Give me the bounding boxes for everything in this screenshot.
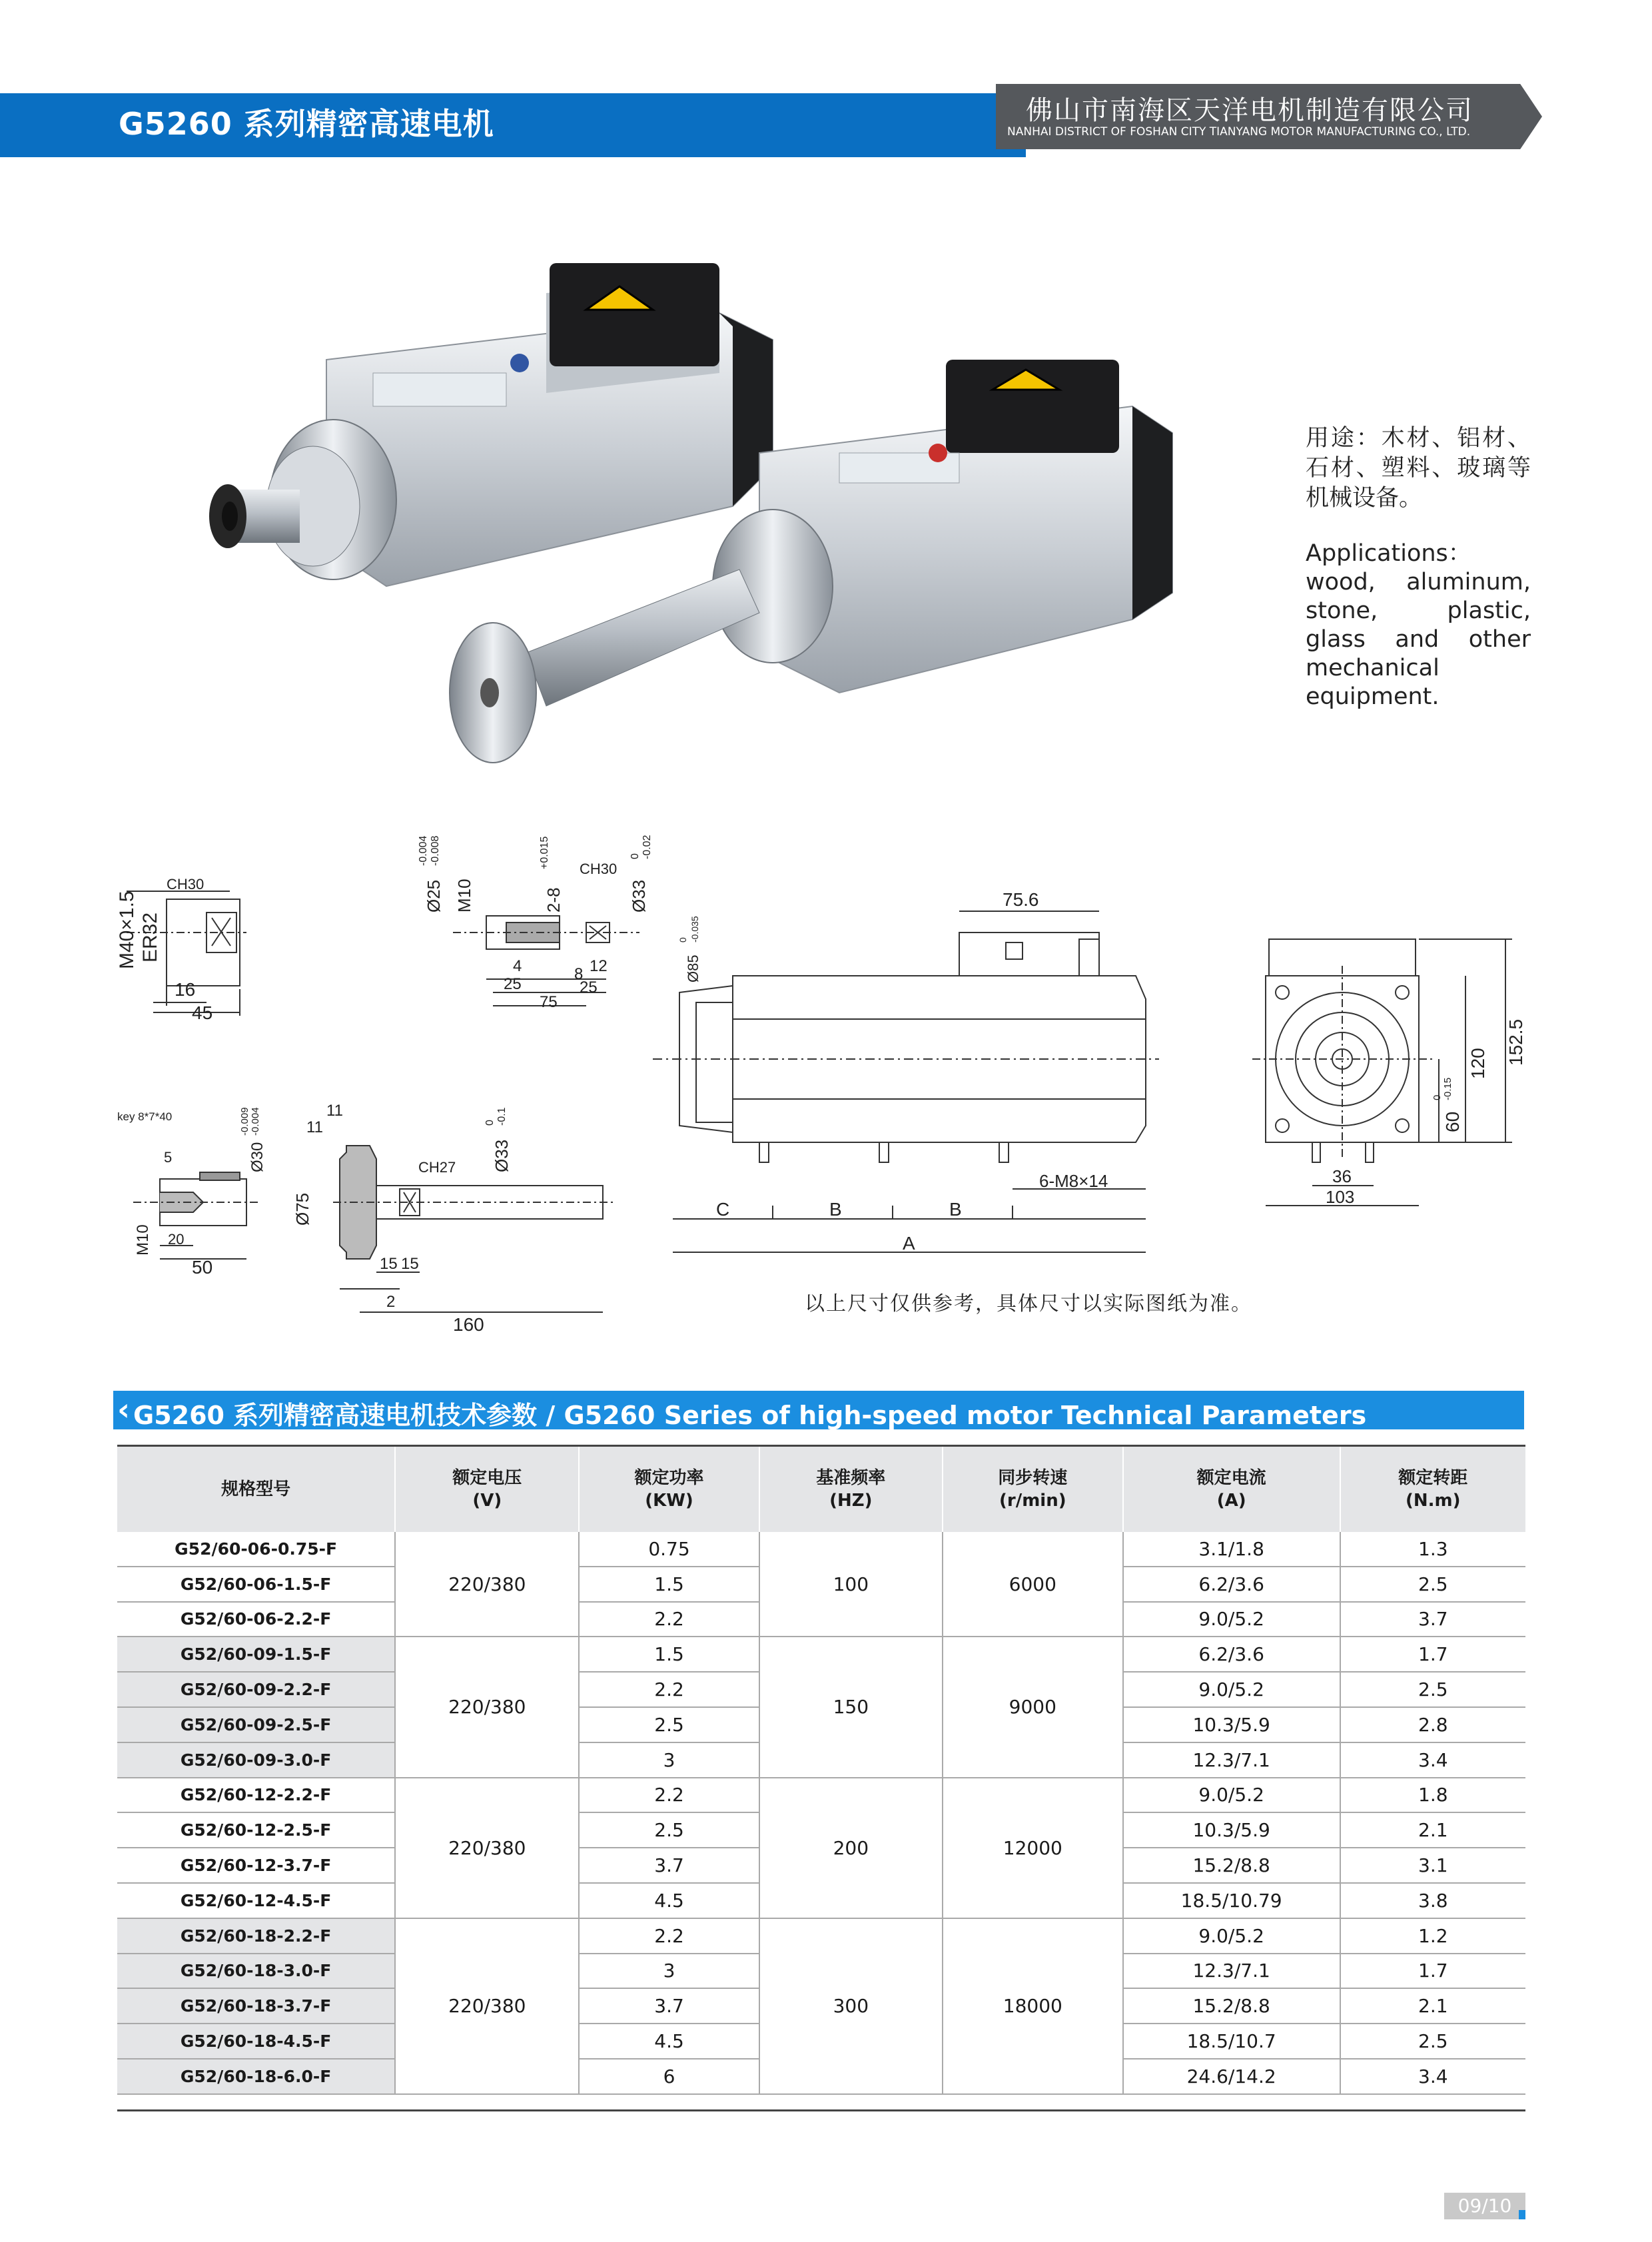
col-header-current: 额定电流 (A) bbox=[1123, 1447, 1340, 1532]
applications-cn: 用途：木材、铝材、石材、塑料、玻璃等机械设备。 bbox=[1306, 425, 1531, 512]
col-header-speed: 同步转速 (r/min) bbox=[943, 1447, 1123, 1532]
flange-dia33: Ø33 bbox=[492, 1139, 512, 1172]
front-dim-60: 60 bbox=[1442, 1111, 1463, 1132]
shaft-m: M10 bbox=[134, 1224, 152, 1256]
cell-current: 12.3/7.1 bbox=[1123, 1742, 1340, 1778]
side-holes: 6-M8×14 bbox=[1039, 1171, 1108, 1191]
page-title: G5260 系列精密高速电机 bbox=[119, 106, 494, 142]
cell-voltage: 220/380 bbox=[395, 1918, 579, 2094]
side-dim-b2: B bbox=[949, 1199, 962, 1220]
cell-power: 2.2 bbox=[579, 1672, 759, 1707]
cell-frequency: 150 bbox=[759, 1637, 943, 1777]
flange-dia75: Ø75 bbox=[292, 1192, 312, 1226]
cell-speed: 6000 bbox=[943, 1532, 1123, 1637]
cell-model: G52/60-18-3.7-F bbox=[117, 1988, 395, 2024]
page-number: 09/10 bbox=[1444, 2193, 1525, 2219]
cell-speed: 12000 bbox=[943, 1778, 1123, 1918]
collet-ch: CH30 bbox=[167, 876, 205, 893]
junction-box bbox=[550, 263, 719, 366]
col-header-frequency: 基准频率 (HZ) bbox=[759, 1447, 943, 1532]
cell-current: 24.6/14.2 bbox=[1123, 2059, 1340, 2094]
parameters-table bbox=[117, 1447, 1525, 2095]
cell-power: 1.5 bbox=[579, 1567, 759, 1602]
collet-thread: M40×1.5 bbox=[116, 891, 138, 969]
adapter-fit-tol: +0.015 bbox=[539, 836, 550, 869]
cell-current: 15.2/8.8 bbox=[1123, 1988, 1340, 2024]
cell-model: G52/60-09-2.2-F bbox=[117, 1672, 395, 1707]
cell-power: 2.2 bbox=[579, 1778, 759, 1813]
adapter-m: M10 bbox=[454, 879, 474, 913]
flange-ch: CH27 bbox=[418, 1159, 456, 1176]
adapter-tol-bot: -0.008 bbox=[430, 835, 441, 866]
section-title: G5260 系列精密高速电机技术参数 / G5260 Series of high-speed motor Technical Parameters bbox=[133, 1401, 1367, 1430]
cell-power: 3.7 bbox=[579, 1988, 759, 2024]
adapter-dim-75: 75 bbox=[540, 993, 558, 1011]
cell-power: 2.2 bbox=[579, 1602, 759, 1637]
col-header-torque: 额定转距 (N.m) bbox=[1340, 1447, 1525, 1532]
cell-model: G52/60-12-2.5-F bbox=[117, 1812, 395, 1848]
adapter-dia: Ø25 bbox=[424, 879, 444, 913]
flange-tol-bot: -0.1 bbox=[496, 1107, 508, 1126]
cell-voltage: 220/380 bbox=[395, 1637, 579, 1777]
col-header-power: 额定功率 (KW) bbox=[579, 1447, 759, 1532]
side-dia85: Ø85 bbox=[685, 954, 701, 982]
front-tol-top: 0 bbox=[1432, 1094, 1443, 1100]
cell-power: 4.5 bbox=[579, 1883, 759, 1918]
side-dim-756: 75.6 bbox=[1003, 889, 1039, 910]
cell-torque: 1.3 bbox=[1340, 1532, 1525, 1567]
cell-power: 1.5 bbox=[579, 1637, 759, 1672]
cell-frequency: 100 bbox=[759, 1532, 943, 1637]
dimension-note: 以上尺寸仅供参考，具体尺寸以实际图纸为准。 bbox=[805, 1292, 1252, 1315]
cell-current: 9.0/5.2 bbox=[1123, 1918, 1340, 1954]
adapter-dim-8: 8 bbox=[574, 965, 584, 983]
company-name-cn: 佛山市南海区天洋电机制造有限公司 bbox=[1026, 95, 1473, 126]
motor-image-collet bbox=[209, 263, 773, 586]
front-tol-bot: -0.15 bbox=[1442, 1077, 1453, 1100]
cell-model: G52/60-06-1.5-F bbox=[117, 1567, 395, 1602]
cell-current: 10.3/5.9 bbox=[1123, 1812, 1340, 1848]
cell-current: 3.1/1.8 bbox=[1123, 1532, 1340, 1567]
cell-model: G52/60-12-4.5-F bbox=[117, 1883, 395, 1918]
shaft-dim-50: 50 bbox=[192, 1257, 213, 1278]
adapter-dim-25a: 25 bbox=[504, 975, 522, 993]
cell-torque: 1.7 bbox=[1340, 1637, 1525, 1672]
chevron-left-icon: ‹ bbox=[117, 1391, 130, 1427]
cell-voltage: 220/380 bbox=[395, 1532, 579, 1637]
flange-dim-15a: 15 bbox=[380, 1255, 398, 1273]
cell-voltage: 220/380 bbox=[395, 1778, 579, 1918]
cell-power: 2.5 bbox=[579, 1707, 759, 1742]
cell-model: G52/60-06-0.75-F bbox=[117, 1532, 395, 1567]
cell-torque: 2.5 bbox=[1340, 1567, 1525, 1602]
col-header-model: 规格型号 bbox=[117, 1447, 395, 1532]
cell-frequency: 200 bbox=[759, 1778, 943, 1918]
cell-current: 6.2/3.6 bbox=[1123, 1567, 1340, 1602]
company-name-en: NANHAI DISTRICT OF FOSHAN CITY TIANYANG MOTOR MANUFACTURING CO., LTD. bbox=[1007, 125, 1471, 139]
cell-speed: 18000 bbox=[943, 1918, 1123, 2094]
drawing-flange bbox=[333, 1146, 613, 1312]
cell-model: G52/60-18-3.0-F bbox=[117, 1954, 395, 1989]
cell-model: G52/60-06-2.2-F bbox=[117, 1602, 395, 1637]
cell-torque: 1.7 bbox=[1340, 1954, 1525, 1989]
cell-power: 2.2 bbox=[579, 1918, 759, 1954]
cell-power: 0.75 bbox=[579, 1532, 759, 1567]
cell-torque: 1.8 bbox=[1340, 1778, 1525, 1813]
adapter-tol2-bot: -0.02 bbox=[641, 835, 653, 859]
cell-power: 3 bbox=[579, 1742, 759, 1778]
cell-model: G52/60-12-3.7-F bbox=[117, 1848, 395, 1883]
cell-current: 9.0/5.2 bbox=[1123, 1778, 1340, 1813]
drawing-adapter bbox=[453, 916, 639, 1006]
shaft-tol-top: -0.009 bbox=[239, 1107, 250, 1136]
cell-power: 6 bbox=[579, 2059, 759, 2094]
side-dim-c: C bbox=[716, 1199, 730, 1220]
cell-power: 2.5 bbox=[579, 1812, 759, 1848]
adapter-fit: 2-8 bbox=[544, 887, 564, 913]
shaft-tol-bot: -0.004 bbox=[250, 1107, 261, 1136]
cell-current: 12.3/7.1 bbox=[1123, 1954, 1340, 1989]
flange-dim-11b: 11 bbox=[306, 1118, 323, 1136]
adapter-tol-top: -0.004 bbox=[418, 835, 429, 866]
cell-model: G52/60-18-2.2-F bbox=[117, 1918, 395, 1954]
drawing-shaft bbox=[133, 1172, 260, 1259]
table-row bbox=[117, 1637, 1525, 1672]
cell-frequency: 300 bbox=[759, 1918, 943, 2094]
cell-current: 15.2/8.8 bbox=[1123, 1848, 1340, 1883]
adapter-dim-12: 12 bbox=[590, 957, 608, 975]
table-row bbox=[117, 1778, 1525, 1813]
shaft-dim-20: 20 bbox=[168, 1231, 185, 1248]
collet-er: ER32 bbox=[139, 912, 161, 962]
adapter-dim-4: 4 bbox=[513, 957, 522, 975]
page-marker bbox=[1519, 2210, 1525, 2219]
shaft-dim-5: 5 bbox=[164, 1149, 173, 1166]
table-row bbox=[117, 1918, 1525, 1954]
side-tol-bot: -0.035 bbox=[689, 916, 700, 942]
cell-current: 9.0/5.2 bbox=[1123, 1672, 1340, 1707]
cell-power: 4.5 bbox=[579, 2024, 759, 2059]
cell-current: 18.5/10.79 bbox=[1123, 1883, 1340, 1918]
cell-model: G52/60-09-3.0-F bbox=[117, 1742, 395, 1778]
cell-current: 6.2/3.6 bbox=[1123, 1637, 1340, 1672]
front-dim-1525: 152.5 bbox=[1505, 1018, 1526, 1066]
flange-dim-15b: 15 bbox=[401, 1255, 419, 1273]
adapter-dia2: Ø33 bbox=[629, 879, 649, 913]
front-dim-103: 103 bbox=[1326, 1187, 1355, 1207]
shaft-dia: Ø30 bbox=[248, 1142, 266, 1172]
side-dim-a: A bbox=[903, 1233, 915, 1254]
cell-model: G52/60-09-2.5-F bbox=[117, 1707, 395, 1742]
cell-torque: 2.5 bbox=[1340, 2024, 1525, 2059]
cell-torque: 2.8 bbox=[1340, 1707, 1525, 1742]
front-dim-120: 120 bbox=[1467, 1048, 1488, 1079]
adapter-ch: CH30 bbox=[580, 861, 618, 877]
adapter-dim-25b: 25 bbox=[580, 978, 598, 996]
cell-current: 10.3/5.9 bbox=[1123, 1707, 1340, 1742]
cell-model: G52/60-12-2.2-F bbox=[117, 1778, 395, 1813]
shaft-key: key 8*7*40 bbox=[117, 1110, 173, 1123]
cell-power: 3.7 bbox=[579, 1848, 759, 1883]
cell-model: G52/60-18-6.0-F bbox=[117, 2059, 395, 2094]
col-header-voltage: 额定电压 (V) bbox=[395, 1447, 579, 1532]
cell-torque: 1.2 bbox=[1340, 1918, 1525, 1954]
collet-dim-16: 16 bbox=[175, 979, 196, 1000]
cell-power: 3 bbox=[579, 1954, 759, 1989]
cell-model: G52/60-09-1.5-F bbox=[117, 1637, 395, 1672]
cell-torque: 3.8 bbox=[1340, 1883, 1525, 1918]
adapter-tol2-top: 0 bbox=[629, 853, 641, 859]
cell-torque: 2.1 bbox=[1340, 1812, 1525, 1848]
applications-en bbox=[1306, 540, 1531, 711]
table-row bbox=[117, 1532, 1525, 1567]
front-dim-36: 36 bbox=[1332, 1166, 1352, 1186]
table-header-row bbox=[117, 1447, 1525, 1532]
flange-tol-top: 0 bbox=[484, 1120, 496, 1126]
flange-dim-11a: 11 bbox=[326, 1102, 343, 1120]
cell-current: 9.0/5.2 bbox=[1123, 1602, 1340, 1637]
cell-model: G52/60-18-4.5-F bbox=[117, 2024, 395, 2059]
flange-dim-2: 2 bbox=[386, 1293, 396, 1311]
table-bottom-rule bbox=[117, 2109, 1525, 2111]
cell-torque: 3.7 bbox=[1340, 1602, 1525, 1637]
cell-speed: 9000 bbox=[943, 1637, 1123, 1777]
side-dim-b1: B bbox=[829, 1199, 842, 1220]
side-tol-top: 0 bbox=[677, 937, 688, 942]
cell-torque: 3.1 bbox=[1340, 1848, 1525, 1883]
applications-label: Applications： bbox=[1306, 540, 1471, 567]
cell-torque: 3.4 bbox=[1340, 1742, 1525, 1778]
cell-torque: 2.1 bbox=[1340, 1988, 1525, 2024]
cell-torque: 2.5 bbox=[1340, 1672, 1525, 1707]
cell-torque: 3.4 bbox=[1340, 2059, 1525, 2094]
collet-dim-45: 45 bbox=[192, 1002, 213, 1023]
applications-text: wood, aluminum, stone, plastic, glass and other mechanical equipment. bbox=[1306, 569, 1531, 710]
flange-dim-160: 160 bbox=[453, 1314, 484, 1335]
cell-current: 18.5/10.7 bbox=[1123, 2024, 1340, 2059]
